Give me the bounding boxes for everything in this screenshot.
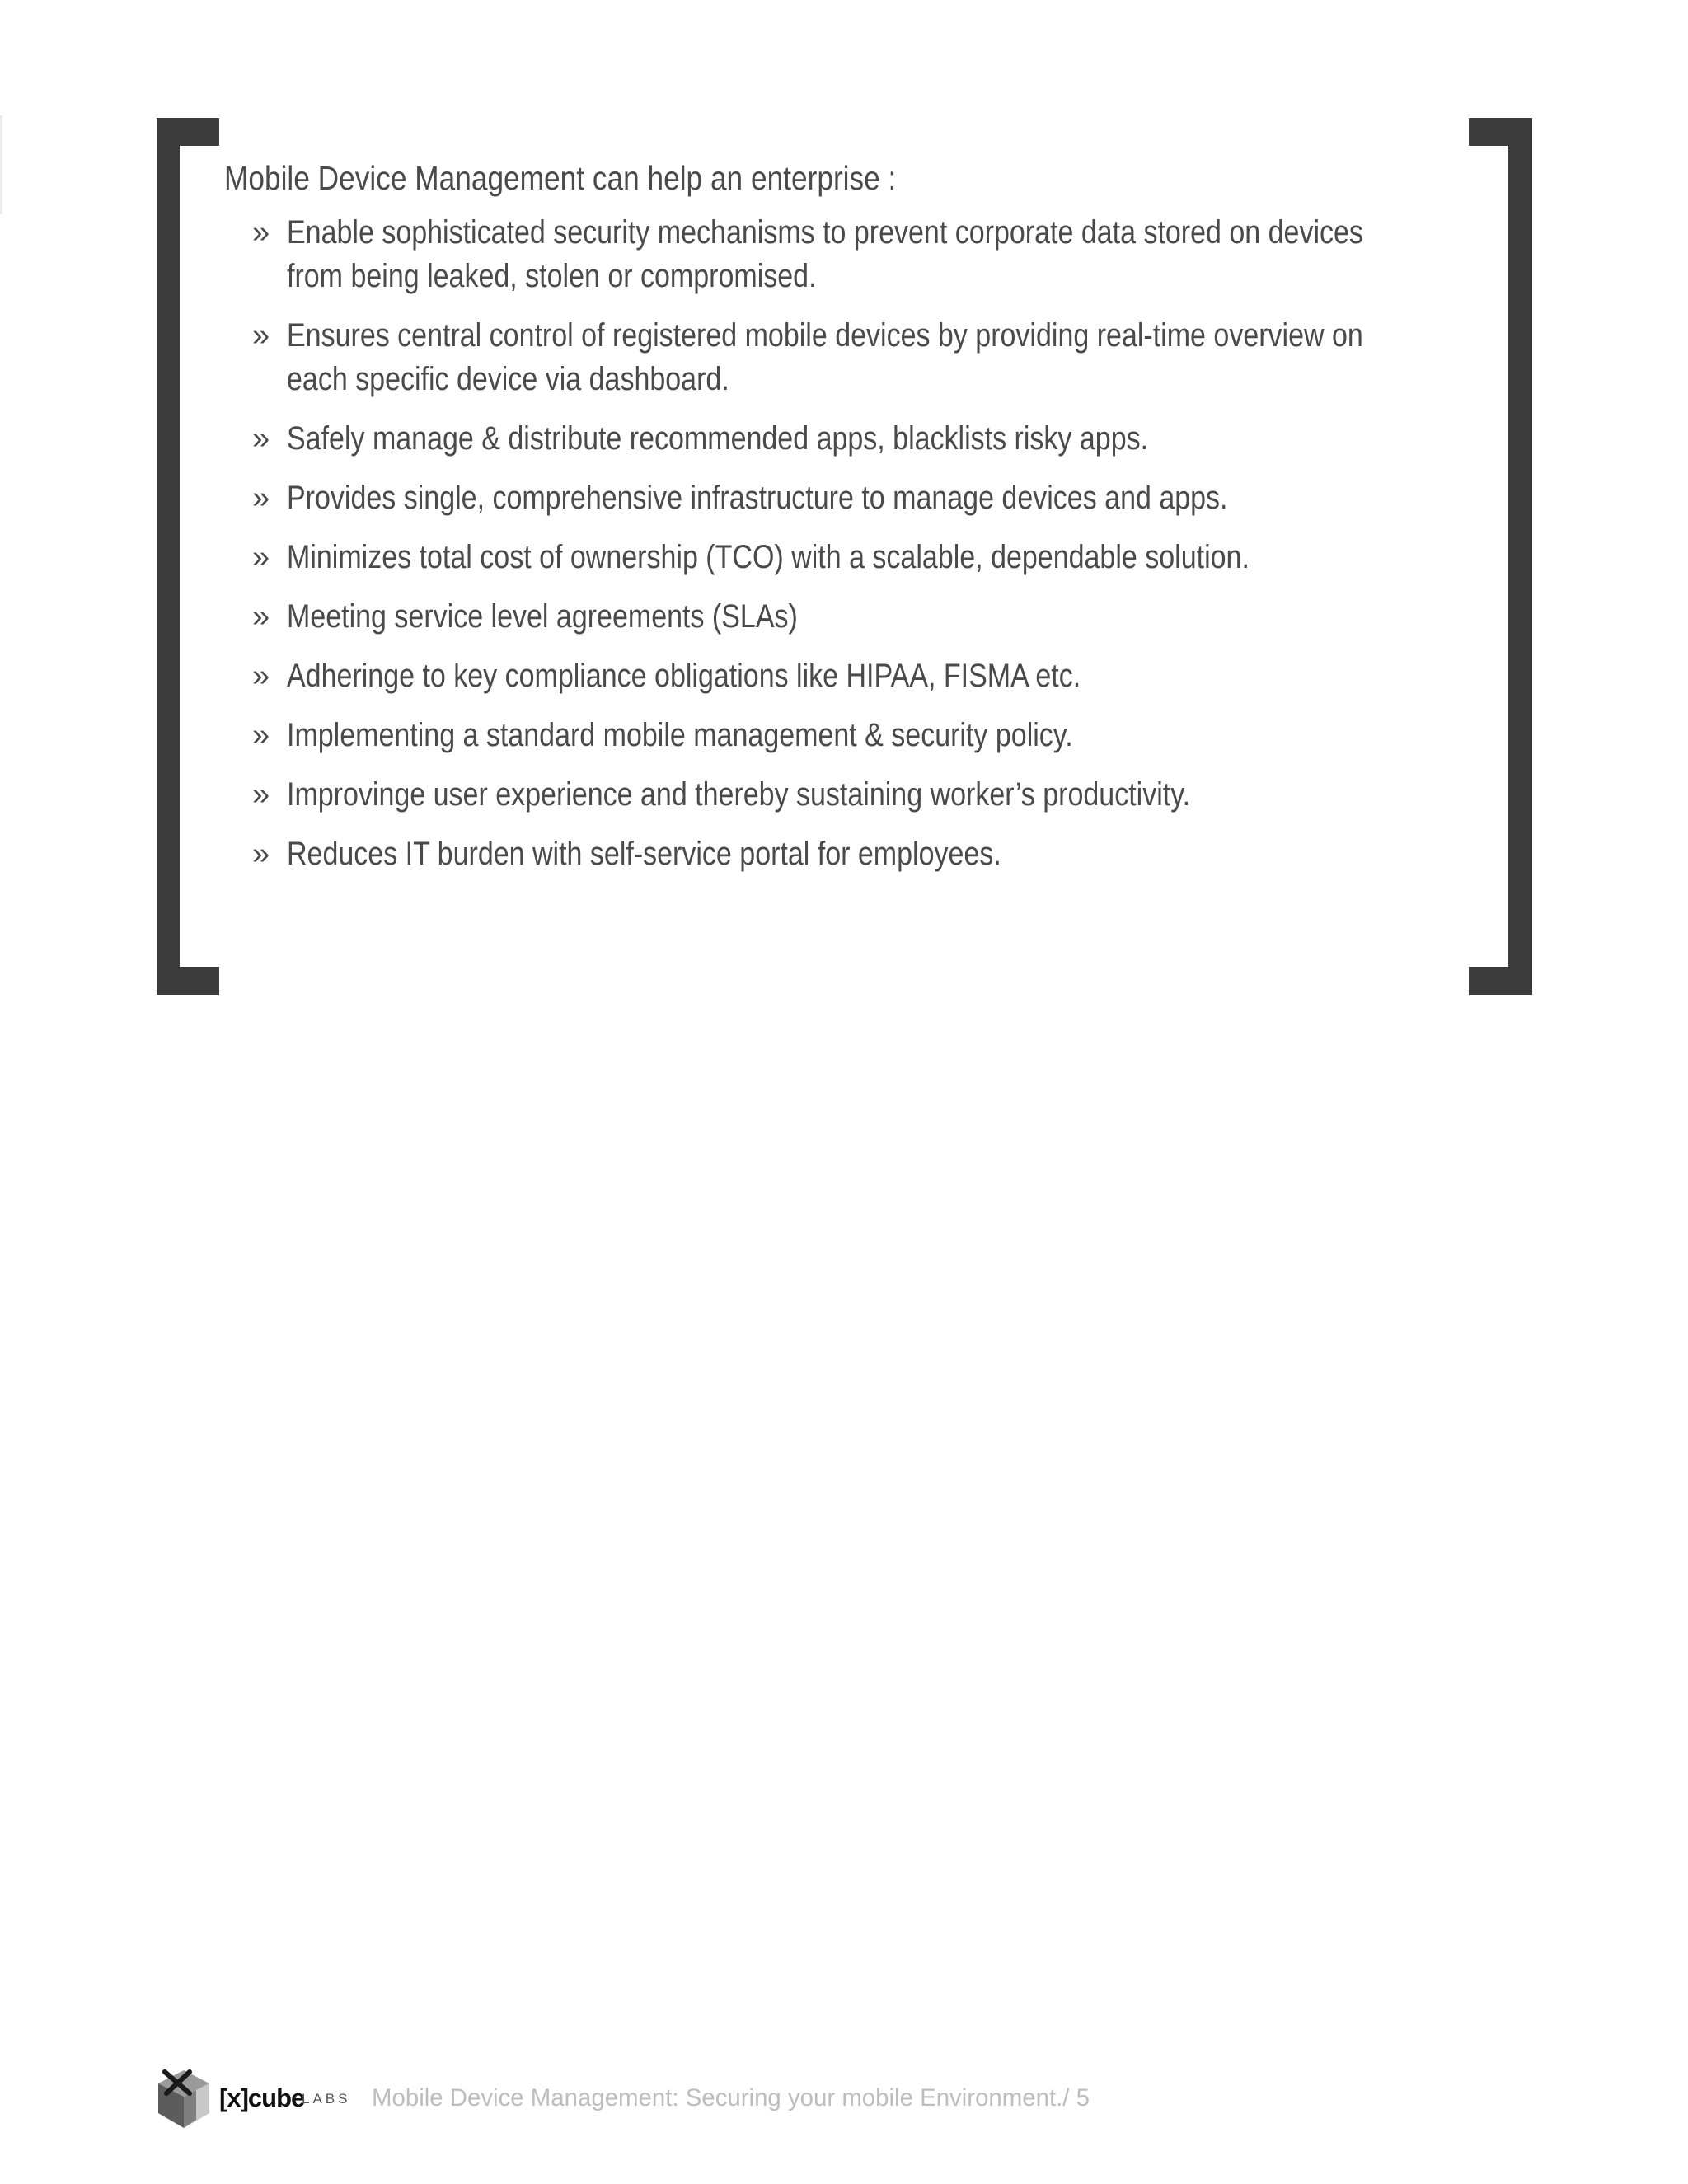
list-item-text: Meeting service level agreements (SLAs) (287, 598, 798, 635)
logo-subtext: LABS (302, 2091, 351, 2107)
list-item-text: Safely manage & distribute recommended apps, blacklists risky apps. (287, 420, 1149, 457)
bullet-icon: » (252, 480, 270, 515)
list-item-text: Provides single, comprehensive infrastructure to manage devices and apps. (287, 480, 1228, 516)
list-item (224, 314, 1444, 401)
callout-content (224, 157, 1444, 892)
list-item (224, 536, 1444, 579)
list-item-text: Adheringe to key compliance obligations like HIPAA, FISMA etc. (287, 658, 1081, 694)
bullet-icon: » (252, 777, 270, 812)
list-item (224, 714, 1444, 757)
bullet-icon: » (252, 599, 270, 634)
bullet-icon: » (252, 215, 270, 250)
bullet-icon: » (252, 421, 270, 456)
list-item-text: Enable sophisticated security mechanisms to prevent corporate data stored on devices from being leaked, stolen or compromised. (287, 214, 1363, 294)
bullet-icon: » (252, 658, 270, 693)
footer-caption: Mobile Device Management: Securing your mobile Environment./ 5 (372, 2084, 1090, 2111)
list-item (224, 417, 1444, 461)
list-item-text: Improvinge user experience and thereby sustaining worker’s productivity. (287, 776, 1191, 813)
list-item (224, 476, 1444, 520)
bullet-icon: » (252, 540, 270, 574)
page-footer (155, 2065, 1226, 2131)
right-bracket (1469, 118, 1532, 995)
list-item (224, 211, 1444, 298)
callout-intro: Mobile Device Management can help an enterprise : (224, 159, 897, 197)
bullet-icon: » (252, 837, 270, 871)
list-item (224, 832, 1444, 876)
list-item (224, 595, 1444, 639)
left-bracket (157, 118, 219, 995)
bullet-icon: » (252, 718, 270, 752)
benefit-list (224, 211, 1444, 876)
list-item-text: Implementing a standard mobile management & security policy. (287, 717, 1073, 753)
page-edge-mark (0, 115, 2, 214)
list-item (224, 654, 1444, 698)
bullet-icon: » (252, 318, 270, 353)
list-item-text: Reduces IT burden with self-service portal for employees. (287, 836, 1001, 872)
list-item (224, 773, 1444, 817)
logo-wordmark: [x]cube (219, 2083, 305, 2112)
cube-logo-icon (155, 2065, 213, 2131)
list-item-text: Minimizes total cost of ownership (TCO) with a scalable, dependable solution. (287, 539, 1250, 575)
list-item-text: Ensures central control of registered mobile devices by providing real-time overview on each specific device via dashboard. (287, 317, 1363, 397)
